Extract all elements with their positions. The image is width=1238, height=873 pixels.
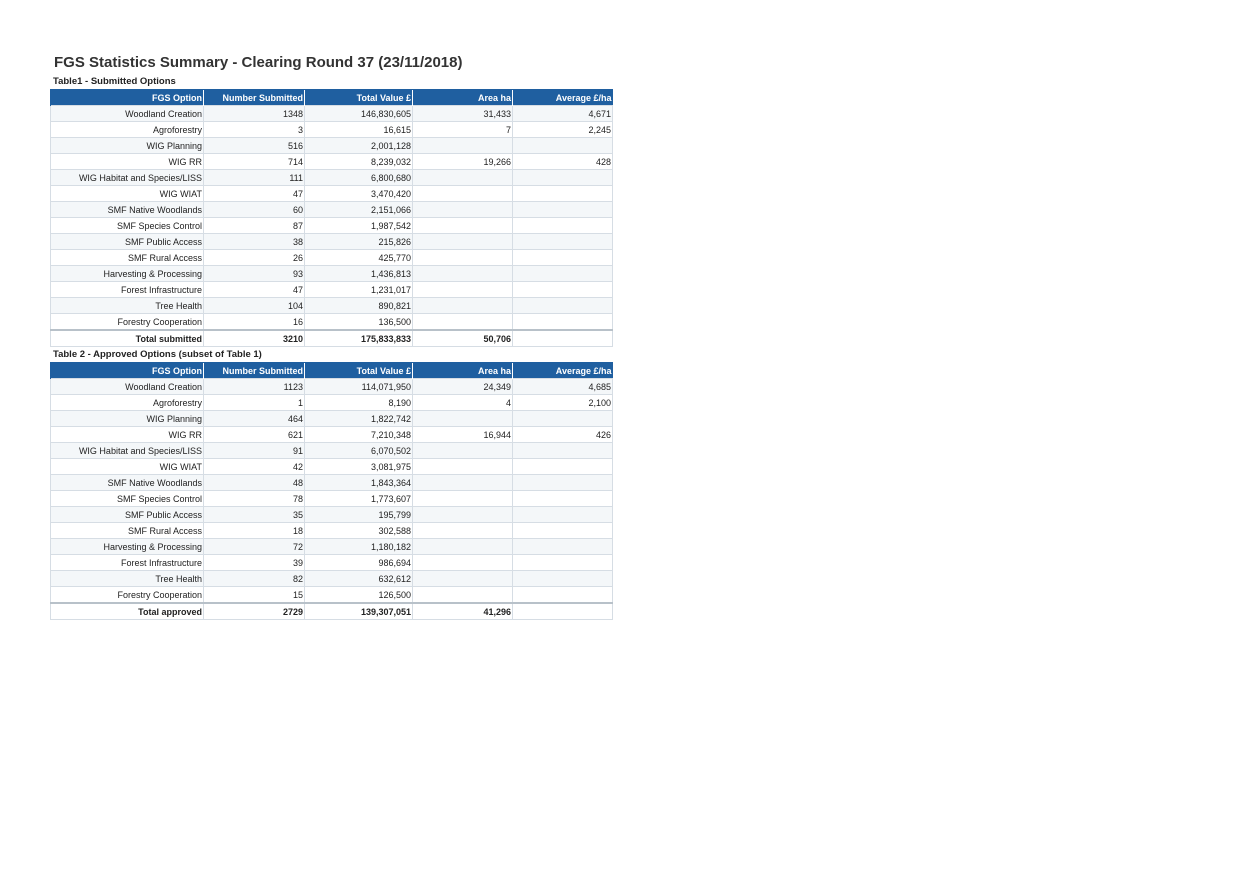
cell-area: [413, 587, 513, 604]
table-header-row: [51, 90, 613, 106]
cell-number: 35: [204, 507, 305, 523]
header-total-value: Total Value £: [305, 90, 413, 106]
cell-average: [513, 266, 613, 282]
cell-number: 60: [204, 202, 305, 218]
cell-number: 48: [204, 475, 305, 491]
cell-option: Forest Infrastructure: [51, 282, 204, 298]
table-row: [51, 411, 613, 427]
table-row: [51, 202, 613, 218]
total-value: 139,307,051: [305, 603, 413, 620]
cell-area: 19,266: [413, 154, 513, 170]
cell-average: [513, 234, 613, 250]
cell-option: WIG Planning: [51, 411, 204, 427]
cell-number: 91: [204, 443, 305, 459]
cell-value: 114,071,950: [305, 379, 413, 395]
cell-number: 87: [204, 218, 305, 234]
cell-area: [413, 411, 513, 427]
cell-average: [513, 202, 613, 218]
cell-area: [413, 202, 513, 218]
cell-number: 18: [204, 523, 305, 539]
cell-average: 2,245: [513, 122, 613, 138]
cell-value: 195,799: [305, 507, 413, 523]
cell-number: 104: [204, 298, 305, 314]
cell-value: 2,001,128: [305, 138, 413, 154]
cell-number: 1123: [204, 379, 305, 395]
cell-number: 3: [204, 122, 305, 138]
cell-option: Tree Health: [51, 571, 204, 587]
cell-average: [513, 475, 613, 491]
page-title: FGS Statistics Summary - Clearing Round 37 (23/11/2018): [54, 54, 463, 71]
total-average: [513, 330, 613, 347]
total-number: 3210: [204, 330, 305, 347]
table2-caption: Table 2 - Approved Options (subset of Table 1): [53, 349, 262, 360]
table-row: [51, 298, 613, 314]
cell-number: 72: [204, 539, 305, 555]
cell-option: Harvesting & Processing: [51, 539, 204, 555]
cell-average: [513, 507, 613, 523]
header-average-per-ha: Average £/ha: [513, 363, 613, 379]
cell-area: 4: [413, 395, 513, 411]
cell-option: Woodland Creation: [51, 379, 204, 395]
cell-number: 38: [204, 234, 305, 250]
cell-value: 1,822,742: [305, 411, 413, 427]
cell-option: SMF Native Woodlands: [51, 202, 204, 218]
cell-number: 42: [204, 459, 305, 475]
cell-number: 516: [204, 138, 305, 154]
cell-number: 621: [204, 427, 305, 443]
cell-area: [413, 234, 513, 250]
total-row: [51, 330, 613, 347]
cell-option: SMF Rural Access: [51, 250, 204, 266]
total-area: 50,706: [413, 330, 513, 347]
cell-option: WIG Habitat and Species/LISS: [51, 170, 204, 186]
cell-average: 426: [513, 427, 613, 443]
cell-area: [413, 298, 513, 314]
cell-option: WIG WIAT: [51, 459, 204, 475]
cell-area: [413, 555, 513, 571]
table-row: [51, 170, 613, 186]
total-value: 175,833,833: [305, 330, 413, 347]
header-area-ha: Area ha: [413, 90, 513, 106]
header-number-submitted: Number Submitted: [204, 363, 305, 379]
table-row: [51, 395, 613, 411]
cell-value: 1,773,607: [305, 491, 413, 507]
cell-area: [413, 459, 513, 475]
cell-average: 4,685: [513, 379, 613, 395]
total-label: Total submitted: [51, 330, 204, 347]
cell-average: [513, 587, 613, 604]
table-row: [51, 571, 613, 587]
cell-option: SMF Rural Access: [51, 523, 204, 539]
cell-area: [413, 218, 513, 234]
cell-option: Tree Health: [51, 298, 204, 314]
table1-caption: Table1 - Submitted Options: [53, 76, 176, 87]
cell-area: [413, 314, 513, 331]
cell-average: [513, 539, 613, 555]
cell-value: 7,210,348: [305, 427, 413, 443]
cell-value: 6,800,680: [305, 170, 413, 186]
table-row: [51, 379, 613, 395]
cell-value: 146,830,605: [305, 106, 413, 122]
cell-average: 428: [513, 154, 613, 170]
table-row: [51, 122, 613, 138]
table-row: [51, 186, 613, 202]
cell-option: WIG WIAT: [51, 186, 204, 202]
cell-area: 24,349: [413, 379, 513, 395]
cell-value: 2,151,066: [305, 202, 413, 218]
cell-area: [413, 282, 513, 298]
cell-option: WIG RR: [51, 154, 204, 170]
cell-option: Forest Infrastructure: [51, 555, 204, 571]
cell-number: 15: [204, 587, 305, 604]
table-row: [51, 443, 613, 459]
cell-average: 2,100: [513, 395, 613, 411]
cell-average: [513, 411, 613, 427]
cell-average: [513, 170, 613, 186]
cell-value: 6,070,502: [305, 443, 413, 459]
cell-number: 47: [204, 282, 305, 298]
cell-area: [413, 539, 513, 555]
cell-value: 215,826: [305, 234, 413, 250]
cell-value: 986,694: [305, 555, 413, 571]
table-row: [51, 587, 613, 604]
cell-area: [413, 186, 513, 202]
cell-value: 302,588: [305, 523, 413, 539]
total-label: Total approved: [51, 603, 204, 620]
table-header-row: [51, 363, 613, 379]
table-row: [51, 523, 613, 539]
cell-area: [413, 491, 513, 507]
table-row: [51, 314, 613, 331]
table-row: [51, 138, 613, 154]
table-row: [51, 218, 613, 234]
cell-number: 1348: [204, 106, 305, 122]
cell-area: 31,433: [413, 106, 513, 122]
table-row: [51, 106, 613, 122]
cell-average: [513, 314, 613, 331]
cell-value: 1,231,017: [305, 282, 413, 298]
cell-area: 7: [413, 122, 513, 138]
cell-area: [413, 170, 513, 186]
cell-option: Woodland Creation: [51, 106, 204, 122]
cell-average: [513, 298, 613, 314]
cell-average: [513, 571, 613, 587]
cell-average: [513, 491, 613, 507]
total-row: [51, 603, 613, 620]
cell-option: WIG RR: [51, 427, 204, 443]
cell-number: 26: [204, 250, 305, 266]
total-number: 2729: [204, 603, 305, 620]
table-row: [51, 266, 613, 282]
cell-area: [413, 443, 513, 459]
cell-area: [413, 507, 513, 523]
cell-option: WIG Habitat and Species/LISS: [51, 443, 204, 459]
header-total-value: Total Value £: [305, 363, 413, 379]
cell-average: [513, 459, 613, 475]
cell-average: [513, 250, 613, 266]
table-row: [51, 459, 613, 475]
cell-average: [513, 218, 613, 234]
total-average: [513, 603, 613, 620]
table-row: [51, 491, 613, 507]
cell-option: SMF Species Control: [51, 218, 204, 234]
cell-option: Forestry Cooperation: [51, 314, 204, 331]
table-row: [51, 507, 613, 523]
cell-area: [413, 571, 513, 587]
header-number-submitted: Number Submitted: [204, 90, 305, 106]
cell-number: 1: [204, 395, 305, 411]
cell-number: 714: [204, 154, 305, 170]
cell-area: [413, 266, 513, 282]
cell-value: 3,470,420: [305, 186, 413, 202]
cell-option: Harvesting & Processing: [51, 266, 204, 282]
cell-number: 111: [204, 170, 305, 186]
table-row: [51, 154, 613, 170]
cell-number: 47: [204, 186, 305, 202]
total-area: 41,296: [413, 603, 513, 620]
cell-average: [513, 443, 613, 459]
table-row: [51, 539, 613, 555]
cell-option: Forestry Cooperation: [51, 587, 204, 604]
header-average-per-ha: Average £/ha: [513, 90, 613, 106]
cell-area: 16,944: [413, 427, 513, 443]
header-fgs-option: FGS Option: [51, 90, 204, 106]
cell-value: 890,821: [305, 298, 413, 314]
cell-value: 16,615: [305, 122, 413, 138]
cell-average: [513, 282, 613, 298]
cell-value: 8,239,032: [305, 154, 413, 170]
cell-option: SMF Species Control: [51, 491, 204, 507]
cell-number: 16: [204, 314, 305, 331]
cell-value: 1,843,364: [305, 475, 413, 491]
header-fgs-option: FGS Option: [51, 363, 204, 379]
cell-value: 1,436,813: [305, 266, 413, 282]
cell-average: [513, 186, 613, 202]
cell-option: Agroforestry: [51, 395, 204, 411]
cell-value: 3,081,975: [305, 459, 413, 475]
cell-area: [413, 475, 513, 491]
table-row: [51, 282, 613, 298]
cell-number: 39: [204, 555, 305, 571]
cell-option: SMF Native Woodlands: [51, 475, 204, 491]
cell-option: Agroforestry: [51, 122, 204, 138]
cell-average: [513, 523, 613, 539]
table-row: [51, 555, 613, 571]
cell-value: 136,500: [305, 314, 413, 331]
cell-value: 8,190: [305, 395, 413, 411]
cell-number: 93: [204, 266, 305, 282]
cell-option: SMF Public Access: [51, 507, 204, 523]
cell-average: 4,671: [513, 106, 613, 122]
cell-number: 82: [204, 571, 305, 587]
cell-value: 126,500: [305, 587, 413, 604]
approved-options-table: [50, 362, 613, 620]
table-row: [51, 475, 613, 491]
table-row: [51, 250, 613, 266]
table-row: [51, 234, 613, 250]
header-area-ha: Area ha: [413, 363, 513, 379]
cell-number: 78: [204, 491, 305, 507]
cell-value: 425,770: [305, 250, 413, 266]
table-row: [51, 427, 613, 443]
cell-area: [413, 250, 513, 266]
submitted-options-table: [50, 89, 613, 347]
cell-area: [413, 138, 513, 154]
cell-option: WIG Planning: [51, 138, 204, 154]
cell-number: 464: [204, 411, 305, 427]
cell-value: 632,612: [305, 571, 413, 587]
cell-average: [513, 138, 613, 154]
cell-option: SMF Public Access: [51, 234, 204, 250]
cell-average: [513, 555, 613, 571]
cell-value: 1,180,182: [305, 539, 413, 555]
cell-value: 1,987,542: [305, 218, 413, 234]
cell-area: [413, 523, 513, 539]
